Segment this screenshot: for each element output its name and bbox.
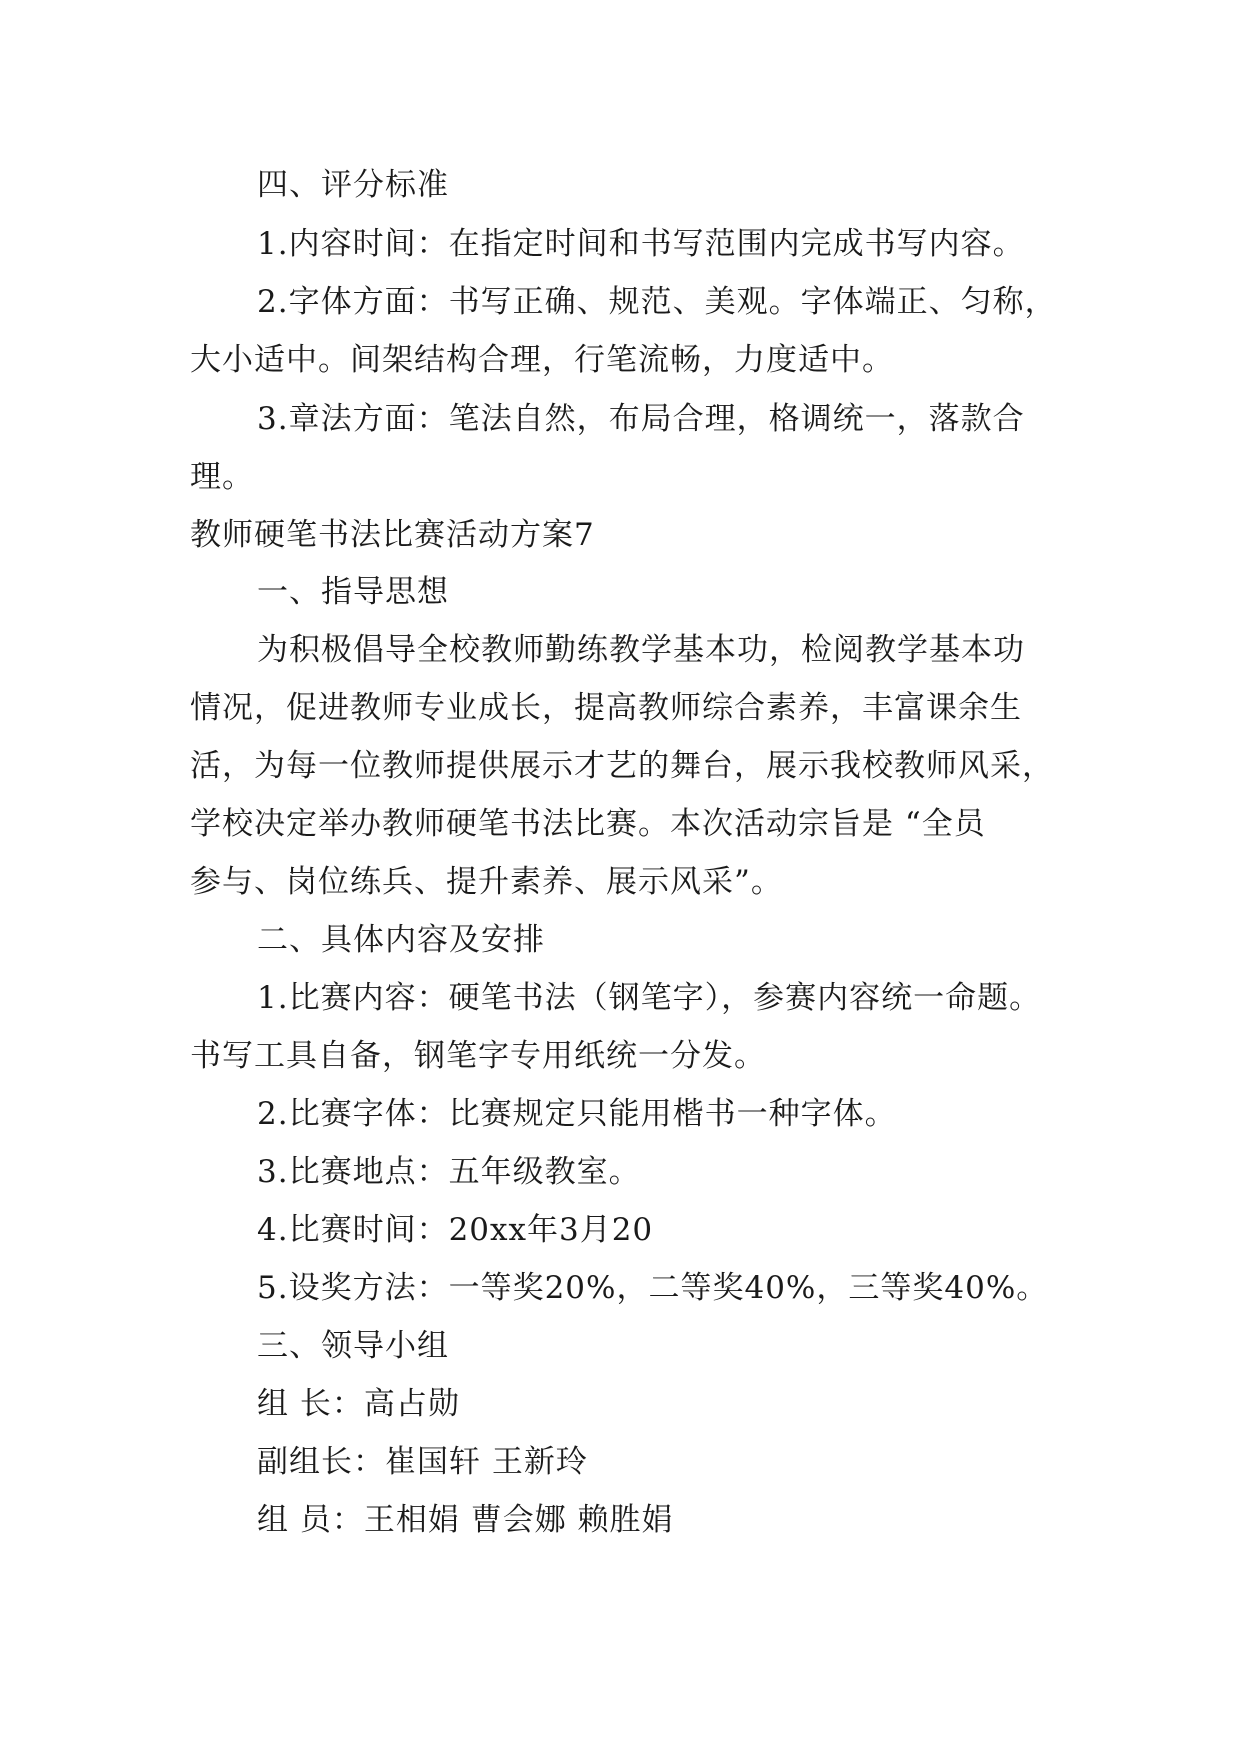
paragraph-line: 4.比赛时间：20xx年3月20 [257,1212,654,1248]
section-heading-scoring: 四、评分标准 [257,167,449,203]
section-heading-leadership-group: 三、领导小组 [257,1328,449,1364]
paragraph-line: 学校决定举办教师硬笔书法比赛。本次活动宗旨是 “全员 [190,806,986,842]
paragraph-line: 1.比赛内容：硬笔书法（钢笔字），参赛内容统一命题。 [257,980,1042,1016]
paragraph-line: 参与、岗位练兵、提升素养、展示风采”。 [190,864,783,900]
paragraph-line: 书写工具自备，钢笔字专用纸统一分发。 [190,1038,766,1074]
deputy-leader-line: 副组长：崔国轩 王新玲 [257,1444,588,1480]
paragraph-line: 2.字体方面：书写正确、规范、美观。字体端正、匀称， [257,284,1057,320]
paragraph-line: 大小适中。间架结构合理，行笔流畅，力度适中。 [190,342,894,378]
paragraph-line: 3.章法方面：笔法自然，布局合理，格调统一，落款合 [257,401,1025,437]
section-heading-guiding-ideology: 一、指导思想 [257,574,449,610]
leader-line: 组 长：高占勋 [257,1386,460,1422]
paragraph-line: 5.设奖方法：一等奖20%，二等奖40%，三等奖40%。 [257,1270,1049,1306]
members-line: 组 员：王相娟 曹会娜 赖胜娟 [257,1502,674,1538]
paragraph-line: 3.比赛地点：五年级教室。 [257,1154,641,1190]
section-heading-content-arrangement: 二、具体内容及安排 [257,922,545,958]
paragraph-line: 情况，促进教师专业成长，提高教师综合素养，丰富课余生 [190,690,1022,726]
paragraph-line: 2.比赛字体：比赛规定只能用楷书一种字体。 [257,1096,897,1132]
paragraph-line: 为积极倡导全校教师勤练教学基本功，检阅教学基本功 [257,632,1025,668]
paragraph-line: 1.内容时间：在指定时间和书写范围内完成书写内容。 [257,226,1025,262]
paragraph-line: 理。 [190,459,254,495]
document-section-title: 教师硬笔书法比赛活动方案7 [190,517,595,553]
paragraph-line: 活，为每一位教师提供展示才艺的舞台，展示我校教师风采， [190,748,1054,784]
